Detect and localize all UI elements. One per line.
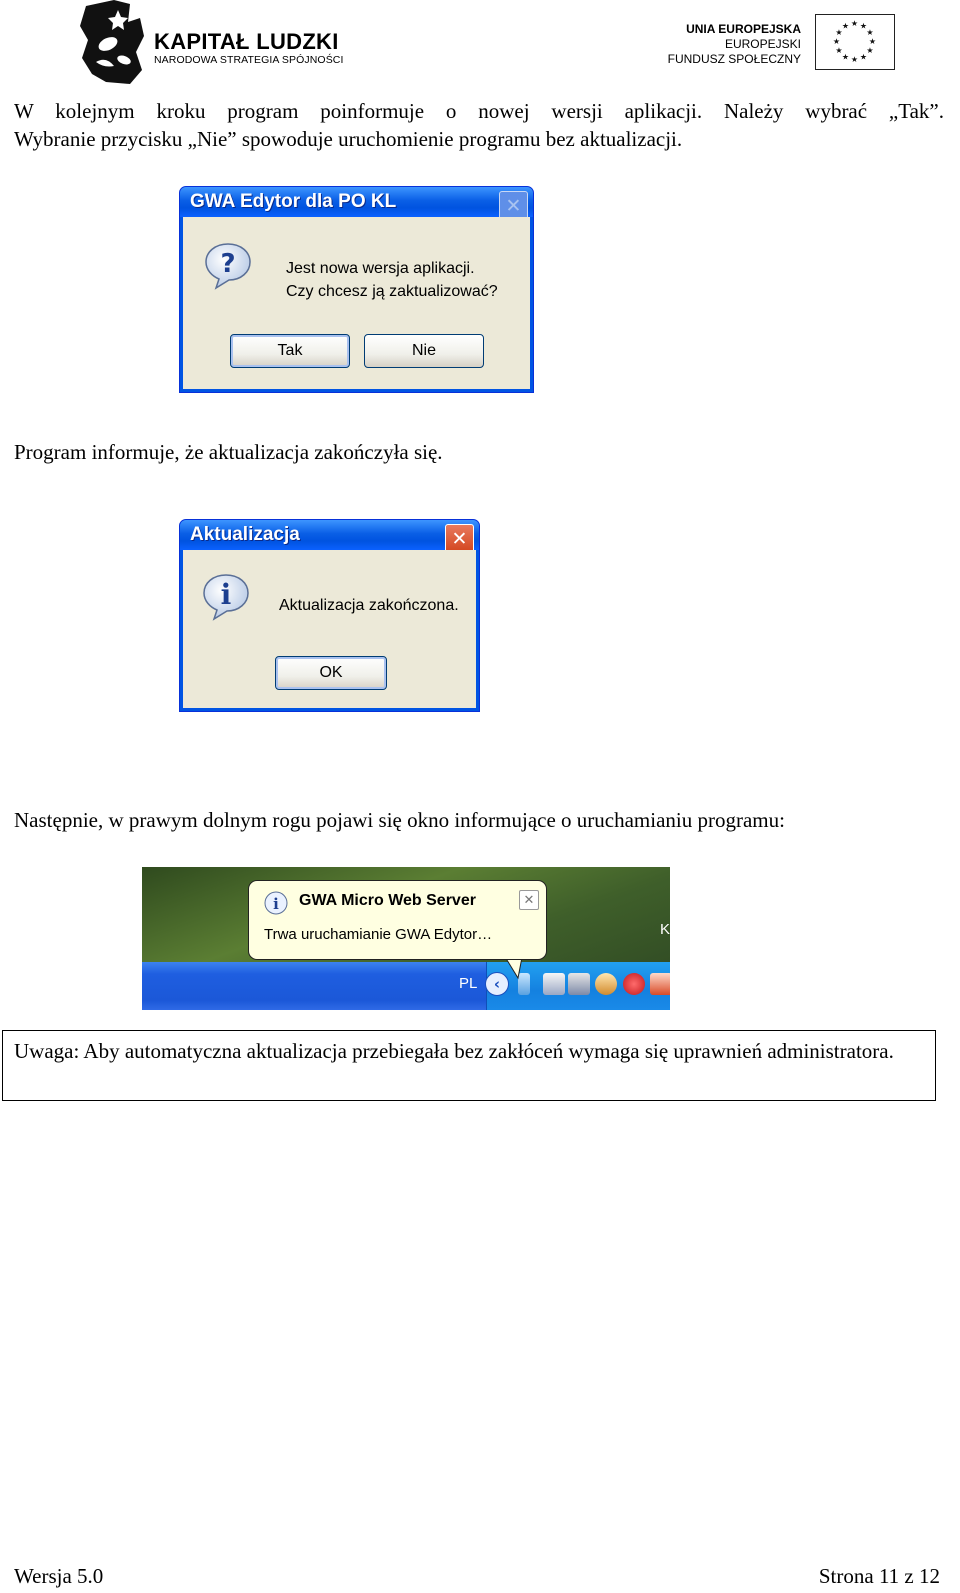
footer-version: Wersja 5.0 [14,1564,104,1588]
no-button[interactable]: Nie [364,334,484,368]
network-icon[interactable] [568,973,590,995]
desktop-partial-label: K [660,921,670,938]
update-dialog-title: GWA Edytor dla PO KL [190,191,397,212]
language-indicator[interactable]: PL [459,975,478,992]
kapital-ludzki-logo [78,0,348,88]
tray-intro-paragraph: Następnie, w prawym dolnym rogu pojawi się okno informujące o uruchamianiu programu: [14,808,785,832]
eu-line3: FUNDUSZ SPOŁECZNY [667,52,801,66]
svg-text:★: ★ [835,46,843,55]
information-icon [201,572,251,622]
update-complete-close-button[interactable]: ✕ [445,524,474,553]
update-dialog-close-button[interactable]: ✕ [499,191,528,220]
svg-text:★: ★ [850,55,859,64]
update-finished-paragraph: Program informuje, że aktualizacja zakończyła się. [14,440,443,464]
antivirus-tray-icon[interactable] [623,973,645,995]
update-complete-title: Aktualizacja [190,524,300,545]
app-tray-icon[interactable] [650,973,670,995]
update-complete-message: Aktualizacja zakończona. [279,597,459,614]
kapital-ludzki-mark-icon [78,0,148,86]
update-dialog-body [183,217,530,389]
svg-text:★: ★ [832,37,841,46]
balloon-title: GWA Micro Web Server [299,892,476,909]
ok-button[interactable]: OK [275,656,387,690]
svg-text:★: ★ [835,28,843,37]
svg-text:?: ? [220,249,236,279]
update-dialog [179,186,534,393]
yes-button[interactable]: Tak [230,334,350,368]
intro-paragraph [14,97,944,153]
svg-text:★: ★ [866,46,874,55]
tools-tray-icon[interactable] [595,973,617,995]
show-hidden-icons-chevron-icon[interactable]: ‹ [485,972,509,996]
eu-line2: EUROPEJSKI [724,37,801,51]
update-dialog-message [286,257,498,303]
svg-text:★: ★ [859,52,868,62]
balloon-text: Trwa uruchamianie GWA Edytor… [264,926,493,943]
kl-subtitle: NARODOWA STRATEGIA SPÓJNOŚCI [154,54,344,66]
eu-flag-icon [815,14,895,70]
svg-text:★: ★ [850,19,859,28]
svg-text:★: ★ [841,21,850,31]
update-complete-dialog [179,519,480,712]
footer-page-number: Strona 11 z 12 [818,1564,940,1588]
update-complete-body [183,550,476,708]
svg-text:i: i [220,578,232,611]
notification-balloon[interactable] [248,880,547,960]
balloon-close-button[interactable]: ✕ [519,890,539,910]
update-complete-titlebar [180,520,479,550]
svg-text:★: ★ [841,52,850,62]
eu-text [668,22,801,67]
svg-text:★: ★ [868,37,877,46]
eu-logo [665,14,895,72]
taskbar-screenshot [142,867,670,1010]
admin-note: Uwaga: Aby automatyczna aktualizacja przebiegała bez zakłóceń wymaga się uprawnień administratora. [2,1030,936,1101]
question-icon [203,241,253,291]
battery-icon[interactable] [543,973,565,995]
kl-title: KAPITAŁ LUDZKI [154,29,339,54]
update-message-line-1: Jest nowa wersja aplikacji. [286,260,475,277]
intro-line-2: Wybranie przycisku „Nie” spowoduje uruchomienie programu bez aktualizacji. [14,127,683,151]
update-dialog-titlebar [180,187,533,217]
svg-text:i: i [273,895,279,913]
svg-text:★: ★ [859,21,868,31]
info-icon [264,891,288,915]
svg-text:★: ★ [866,28,874,37]
intro-line-1: W kolejnym kroku program poinformuje o nowej wersji aplikacji. Należy wybrać „Tak”. [14,99,944,123]
eu-line1: UNIA EUROPEJSKA [686,22,801,36]
update-message-line-2: Czy chcesz ją zaktualizować? [286,283,498,300]
